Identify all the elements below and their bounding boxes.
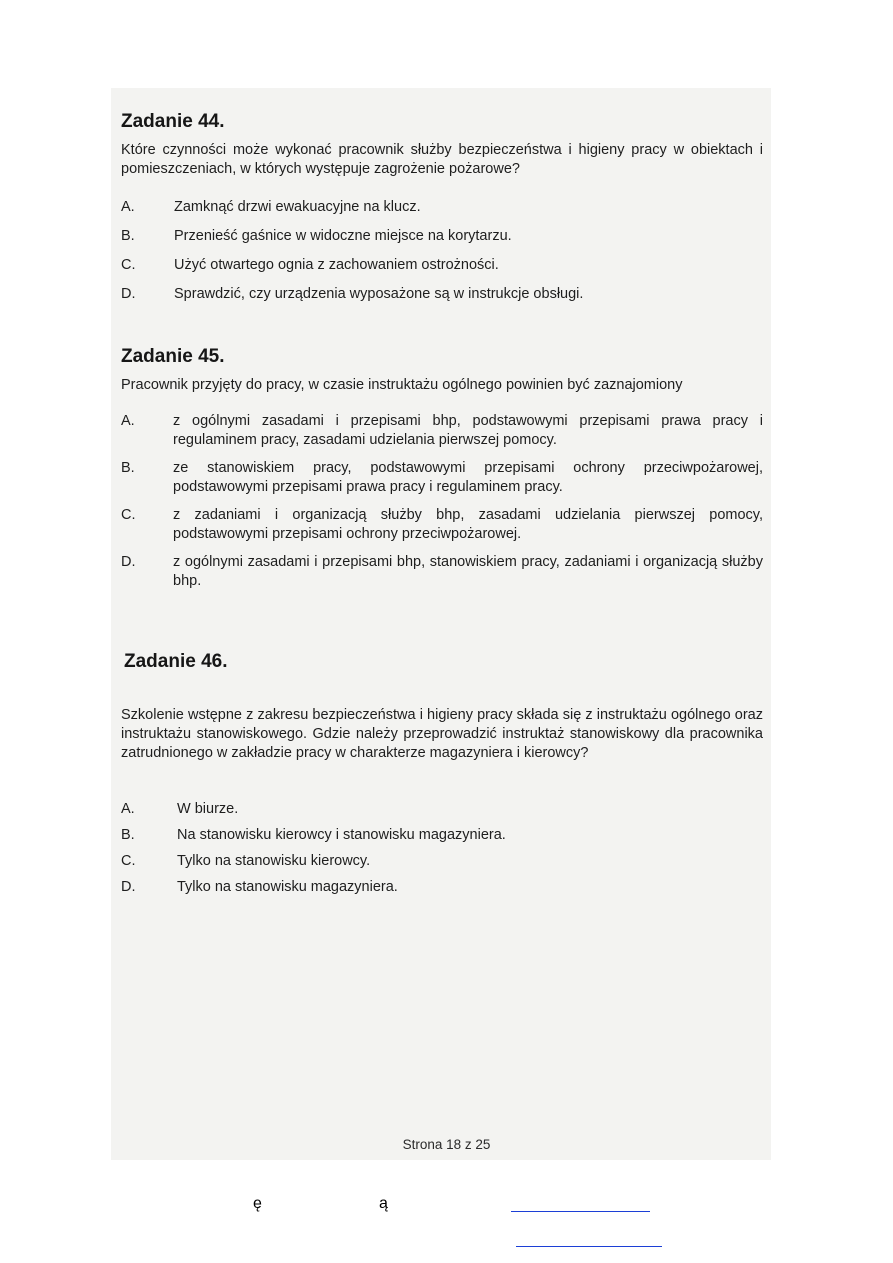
answer-text: Sprawdzić, czy urządzenia wyposażone są w instrukcje obsługi.: [174, 286, 584, 302]
answer-option: [121, 285, 763, 304]
task-title: Zadanie 46.: [124, 651, 228, 672]
answer-letter: C.: [121, 507, 136, 523]
answer-option: [121, 412, 763, 450]
answer-text: Tylko na stanowisku magazyniera.: [177, 879, 398, 895]
task-46: [121, 651, 763, 897]
answer-list: [121, 800, 763, 897]
task-question: Szkolenie wstępne z zakresu bezpieczeństwa i higieny pracy składa się z instruktażu ogólnego oraz instruktażu stanowiskowego. Gdzie należy przeprowadzić instruktaż stanowiskowy dla pracownika zatrudnionego w zakładzie pracy w charakterze magazyniera i kierowcy?: [121, 707, 763, 761]
answer-option: [121, 506, 763, 544]
answer-letter: A.: [121, 413, 135, 429]
answer-letter: D.: [121, 286, 136, 302]
task-title: Zadanie 45.: [121, 346, 225, 367]
answer-letter: D.: [121, 879, 136, 895]
answer-letter: C.: [121, 257, 136, 273]
task-question: Pracownik przyjęty do pracy, w czasie instruktażu ogólnego powinien być zaznajomiony: [121, 377, 683, 393]
answer-letter: B.: [121, 228, 135, 244]
answer-text: z ogólnymi zasadami i przepisami bhp, podstawowymi przepisami prawa pracy i regulaminem pracy, zasadami udzielania pierwszej pomocy.: [173, 413, 763, 448]
answer-text: Użyć otwartego ognia z zachowaniem ostrożności.: [174, 257, 499, 273]
answer-option: [121, 826, 763, 845]
link-underline[interactable]: [516, 1246, 662, 1247]
answer-text: Zamknąć drzwi ewakuacyjne na klucz.: [174, 199, 421, 215]
link-underline[interactable]: [511, 1211, 650, 1212]
answer-letter: D.: [121, 554, 136, 570]
answer-text: z zadaniami i organizacją służby bhp, zasadami udzielania pierwszej pomocy, podstawowymi przepisami ochrony przeciwpożarowej.: [173, 507, 763, 542]
answer-option: [121, 459, 763, 497]
answer-text: z ogólnymi zasadami i przepisami bhp, stanowiskiem pracy, zadaniami i organizacją służby bhp.: [173, 554, 763, 589]
answer-text: Tylko na stanowisku kierowcy.: [177, 853, 371, 869]
answer-letter: B.: [121, 827, 135, 843]
answer-option: [121, 852, 763, 871]
answer-option: [121, 256, 763, 275]
answer-text: W biurze.: [177, 801, 239, 817]
answer-text: ze stanowiskiem pracy, podstawowymi przepisami ochrony przeciwpożarowej, podstawowymi przepisami prawa pracy i regulaminem pracy.: [173, 460, 763, 495]
stray-glyph-e-ogonek: ę: [253, 1195, 262, 1212]
answer-option: [121, 227, 763, 246]
answer-letter: B.: [121, 460, 135, 476]
task-question: Które czynności może wykonać pracownik służby bezpieczeństwa i higieny pracy w obiektach i pomieszczeniach, w których występuje zagrożenie pożarowe?: [121, 142, 763, 177]
task-44: [121, 111, 763, 304]
answer-option: [121, 198, 763, 217]
answer-letter: A.: [121, 801, 135, 817]
answer-letter: C.: [121, 853, 136, 869]
task-title: Zadanie 44.: [121, 111, 225, 132]
answer-text: Przenieść gaśnice w widoczne miejsce na korytarzu.: [174, 228, 512, 244]
answer-option: [121, 800, 763, 819]
answer-option: [121, 878, 763, 897]
stray-glyph-a-ogonek: ą: [379, 1195, 388, 1212]
answer-text: Na stanowisku kierowcy i stanowisku magazyniera.: [177, 827, 506, 843]
answer-list: [121, 198, 763, 304]
answer-option: [121, 553, 763, 591]
task-45: [121, 346, 763, 591]
answer-list: [121, 412, 763, 591]
page-number: Strona 18 z 25: [402, 1137, 491, 1152]
answer-letter: A.: [121, 199, 135, 215]
